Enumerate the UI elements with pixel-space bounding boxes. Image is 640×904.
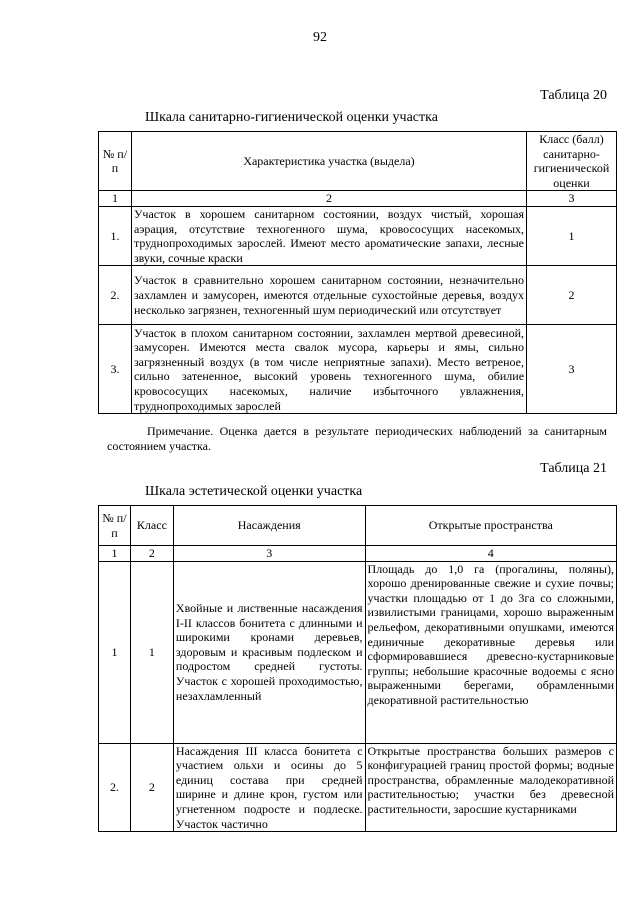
row-class: 1 <box>130 561 173 743</box>
sanitary-table <box>98 131 617 414</box>
header-num: № п/п <box>99 506 131 546</box>
row-open-spaces: Площадь до 1,0 га (прогалины, поляны), хорошо дренированные свежие и сухие почвы; участки площадью от 1 до 3га со сложными, извилистыми границами, хорошо выраженным рельефом, декоративными опушками, имеются единичные декоративные деревья или сформировавшиеся древесно-кустарниковые группы; небольшие красочные водоемы с ясно выраженными берегами, обрамленными декоративной растительностью <box>365 561 616 743</box>
row-num: 2. <box>99 266 132 325</box>
note-text: Примечание. Оценка дается в результате периодических наблюдений за санитарным состоянием участка. <box>107 424 607 453</box>
table-row <box>99 266 617 325</box>
row-num: 2. <box>99 743 131 832</box>
header-class: Класс <box>130 506 173 546</box>
table-20-title: Шкала санитарно-гигиенической оценки участка <box>145 110 438 125</box>
table-20-note <box>107 424 607 454</box>
row-characteristic: Участок в сравнительно хорошем санитарном состоянии, незначительно захламлен и замусорен, имеются отдельные сухостойные деревья, воздух несколько загрязнен, техногенный шум периодический или отсутствует <box>131 266 526 325</box>
row-characteristic: Участок в плохом санитарном состоянии, захламлен мертвой древесиной, замусорен. Имеются места свалок мусора, карьеры и ямы, сильно загрязненный воздух (в том числе неприятные запахи). Место ветреное, сильно затененное, высокий уровень техногенного шума, обилие кровососущих насекомых, наличие избыточного увлажнения, труднопроходимых зарослей <box>131 325 526 414</box>
table-row <box>99 743 617 832</box>
index-cell: 3 <box>527 191 617 207</box>
row-num: 1 <box>99 561 131 743</box>
header-class: Класс (балл) санитарно-гигиенической оценки <box>527 132 617 191</box>
row-num: 3. <box>99 325 132 414</box>
aesthetic-table <box>98 505 617 832</box>
row-class: 3 <box>527 325 617 414</box>
table-row <box>99 561 617 743</box>
header-num: № п/п <box>99 132 132 191</box>
row-plantings: Насаждения III класса бонитета с участием ольхи и осины до 5 единиц состава при средней ширине и длине крон, густом или угнетенном подросте и подлеске. Участок частично <box>173 743 365 832</box>
row-characteristic: Участок в хорошем санитарном состоянии, воздух чистый, хорошая аэрация, отсутствие техногенного шума, кровососущих насекомых, труднопроходимых зарослей. Имеют место ароматические запахи, лесные звуки, сочные краски <box>131 206 526 265</box>
table-20-label: Таблица 20 <box>540 88 607 103</box>
row-class: 1 <box>527 206 617 265</box>
header-open-spaces: Открытые пространства <box>365 506 616 546</box>
index-cell: 1 <box>99 191 132 207</box>
header-plantings: Насаждения <box>173 506 365 546</box>
index-cell: 3 <box>173 546 365 562</box>
table-21-label: Таблица 21 <box>540 461 607 476</box>
row-class: 2 <box>130 743 173 832</box>
index-cell: 2 <box>131 191 526 207</box>
page-number: 92 <box>313 30 327 45</box>
table-row <box>99 325 617 414</box>
table-21-title: Шкала эстетической оценки участка <box>145 484 363 499</box>
row-open-spaces: Открытые пространства больших размеров с конфигурацией границ простой формы; водные пространства, обрамленные малодекоративной растительностью; участки без древесной растительности, заросшие кустарниками <box>365 743 616 832</box>
row-class: 2 <box>527 266 617 325</box>
index-cell: 2 <box>130 546 173 562</box>
table-row <box>99 206 617 265</box>
header-characteristic: Характеристика участка (выдела) <box>131 132 526 191</box>
index-cell: 1 <box>99 546 131 562</box>
row-num: 1. <box>99 206 132 265</box>
index-cell: 4 <box>365 546 616 562</box>
row-plantings: Хвойные и лиственные насаждения I-II классов бонитета с длинными и широкими кронами деревьев, здоровым и красивым подлеском и подростом средней густоты. Участок с хорошей проходимостью, незахламленный <box>173 561 365 743</box>
